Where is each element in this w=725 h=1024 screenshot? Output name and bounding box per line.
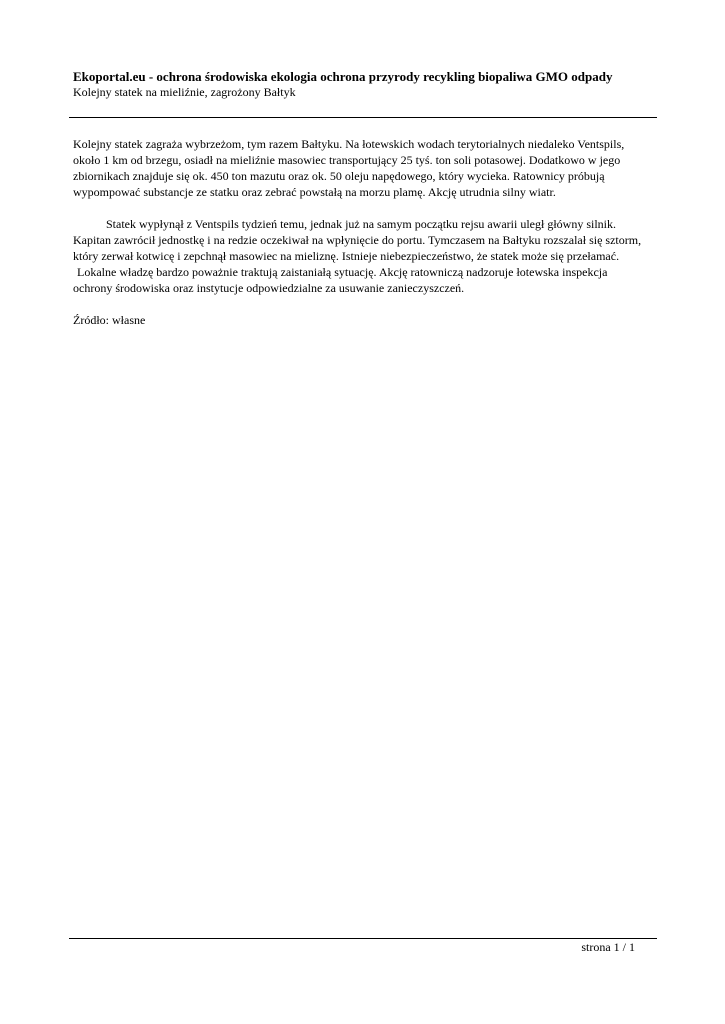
paragraph-2 xyxy=(73,216,663,296)
paragraph-gap xyxy=(73,296,663,312)
paragraph-line: wypompować substancje ze statku oraz zebrać powstałą na morzu plamę. Akcję utrudnia silny wiatr. xyxy=(73,185,556,199)
paragraph-line: Lokalne władzę bardzo poważnie traktują zaistaniałą sytuację. Akcję ratowniczą nadzoruje łotewska inspekcja xyxy=(77,265,608,279)
paragraph-gap xyxy=(73,200,663,216)
paragraph-line: ochrony środowiska oraz instytucje odpowiedzialne za usuwanie zanieczyszczeń. xyxy=(73,281,465,295)
paragraph-line: Statek wypłynął z Ventspils tydzień temu, jednak już na samym początku rejsu awarii uległ główny silnik. xyxy=(106,217,617,231)
paragraph-line: zbiornikach znajduje się ok. 450 ton mazutu oraz ok. 50 oleju napędowego, który wycieka. Ratownicy próbują xyxy=(73,169,605,183)
paragraph-1 xyxy=(73,136,663,200)
article-body xyxy=(73,136,663,328)
source-line: Źródło: własne xyxy=(73,313,146,327)
header-divider xyxy=(69,117,657,118)
article-title: Kolejny statek na mieliźnie, zagrożony Bałtyk xyxy=(73,85,296,99)
paragraph-line: Kapitan zawrócił jednostkę i na redzie oczekiwał na wpłynięcie do portu. Tymczasem na Bałtyku rozszalał się sztorm, xyxy=(73,233,642,247)
site-title: Ekoportal.eu - ochrona środowiska ekologia ochrona przyrody recykling biopaliwa GMO odpady xyxy=(73,69,613,84)
paragraph-line: około 1 km od brzegu, osiadł na mieliźnie masowiec transportujący 25 tyś. ton soli potasowej. Dodatkowo w jego xyxy=(73,153,621,167)
paragraph-line: Kolejny statek zagraża wybrzeżom, tym razem Bałtyku. Na łotewskich wodach terytorialnych niedaleko Ventspils, xyxy=(73,137,625,151)
page-number: strona 1 / 1 xyxy=(581,940,635,954)
footer-divider xyxy=(69,938,657,939)
paragraph-line: który zerwał kotwicę i zepchnął masowiec na mieliznę. Istnieje niebezpieczeństwo, że statek może się przełamać. xyxy=(73,249,620,263)
